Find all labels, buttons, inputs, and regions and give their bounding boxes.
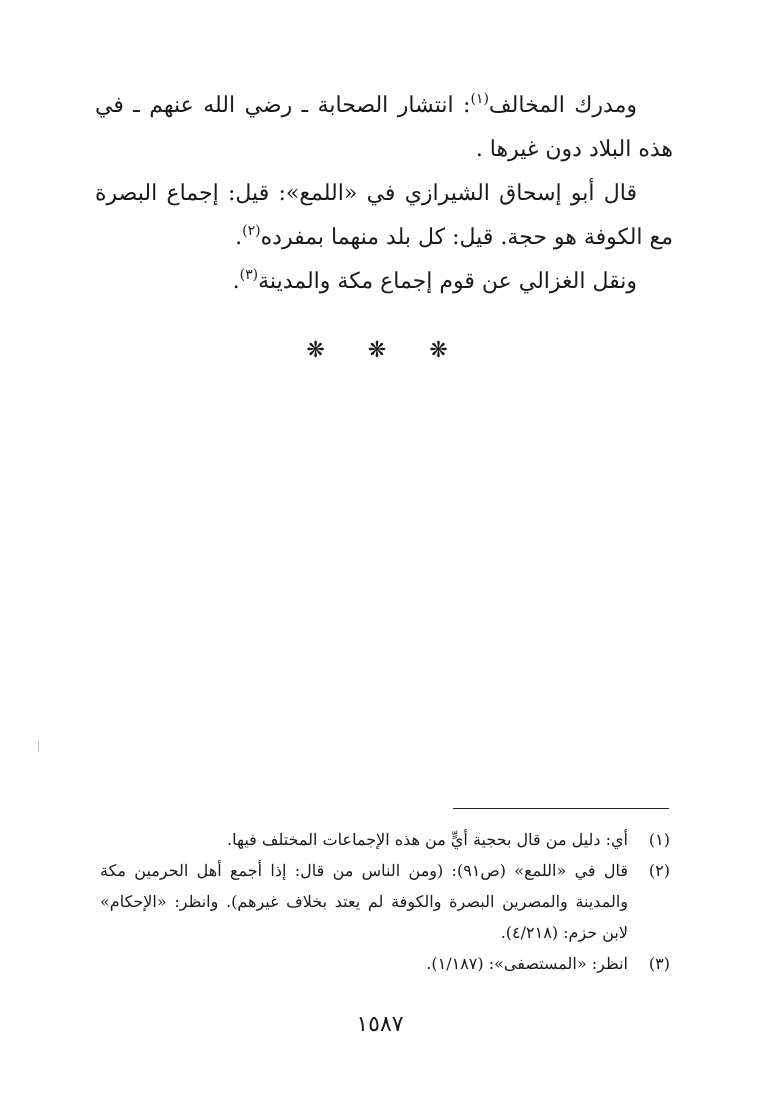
separator-star-icon: ❋	[429, 338, 454, 363]
page-number: ١٥٨٧	[356, 1012, 404, 1037]
paragraph-2-text-start: قال أبو إسحاق الشيرازي في «اللمع»: قيل: إجماع البصرة مع الكوفة هو حجة. قيل: كل بلد منهما بمفرده	[95, 181, 673, 250]
paragraph-1-text-start: ومدرك المخالف	[488, 93, 637, 118]
main-text-block	[95, 84, 673, 304]
footnote-text: قال في «اللمع» (ص٩١): (ومن الناس من قال: إذا أجمع أهل الحرمين مكة والمدينة والمصرين البصرة والكوفة لم يعتد بخلاف غيرهم). وانظر: «الإحكام» لابن حزم: (٤/٢١٨).	[100, 861, 629, 942]
footnotes-section	[100, 824, 670, 979]
separator-star-icon: ❋	[306, 338, 331, 363]
paragraph-3	[95, 260, 673, 304]
footnote-text: انظر: «المستصفى»: (١/١٨٧).	[426, 954, 628, 973]
section-separator	[0, 338, 760, 363]
separator-star-icon: ❋	[367, 338, 393, 363]
footnote-divider	[453, 808, 669, 809]
footnote-number: (٢)	[648, 861, 670, 880]
footnote-text: أي: دليل من قال بحجية أيٍّ من هذه الإجماعات المختلف فيها.	[227, 830, 628, 849]
footnote-number: (١)	[648, 830, 670, 849]
paragraph-1-text-end: : انتشار الصحابة ـ رضي الله عنهم ـ في هذه البلاد دون غيرها .	[95, 93, 673, 162]
footnote-ref-1[interactable]: (١)	[470, 91, 489, 107]
scan-edge-mark	[38, 742, 39, 752]
footnote-ref-2[interactable]: (٢)	[242, 223, 261, 239]
paragraph-2	[95, 172, 673, 260]
paragraph-3-text-end: .	[232, 269, 240, 294]
paragraph-3-text-start: ونقل الغزالي عن قوم إجماع مكة والمدينة	[258, 269, 637, 294]
paragraph-1	[95, 84, 673, 172]
paragraph-2-text-end: .	[235, 225, 243, 250]
footnote-ref-3[interactable]: (٣)	[239, 267, 259, 283]
footnote-2	[100, 855, 670, 948]
footnote-number: (٣)	[648, 954, 670, 973]
footnote-1	[100, 824, 670, 855]
footnote-3	[100, 948, 670, 979]
